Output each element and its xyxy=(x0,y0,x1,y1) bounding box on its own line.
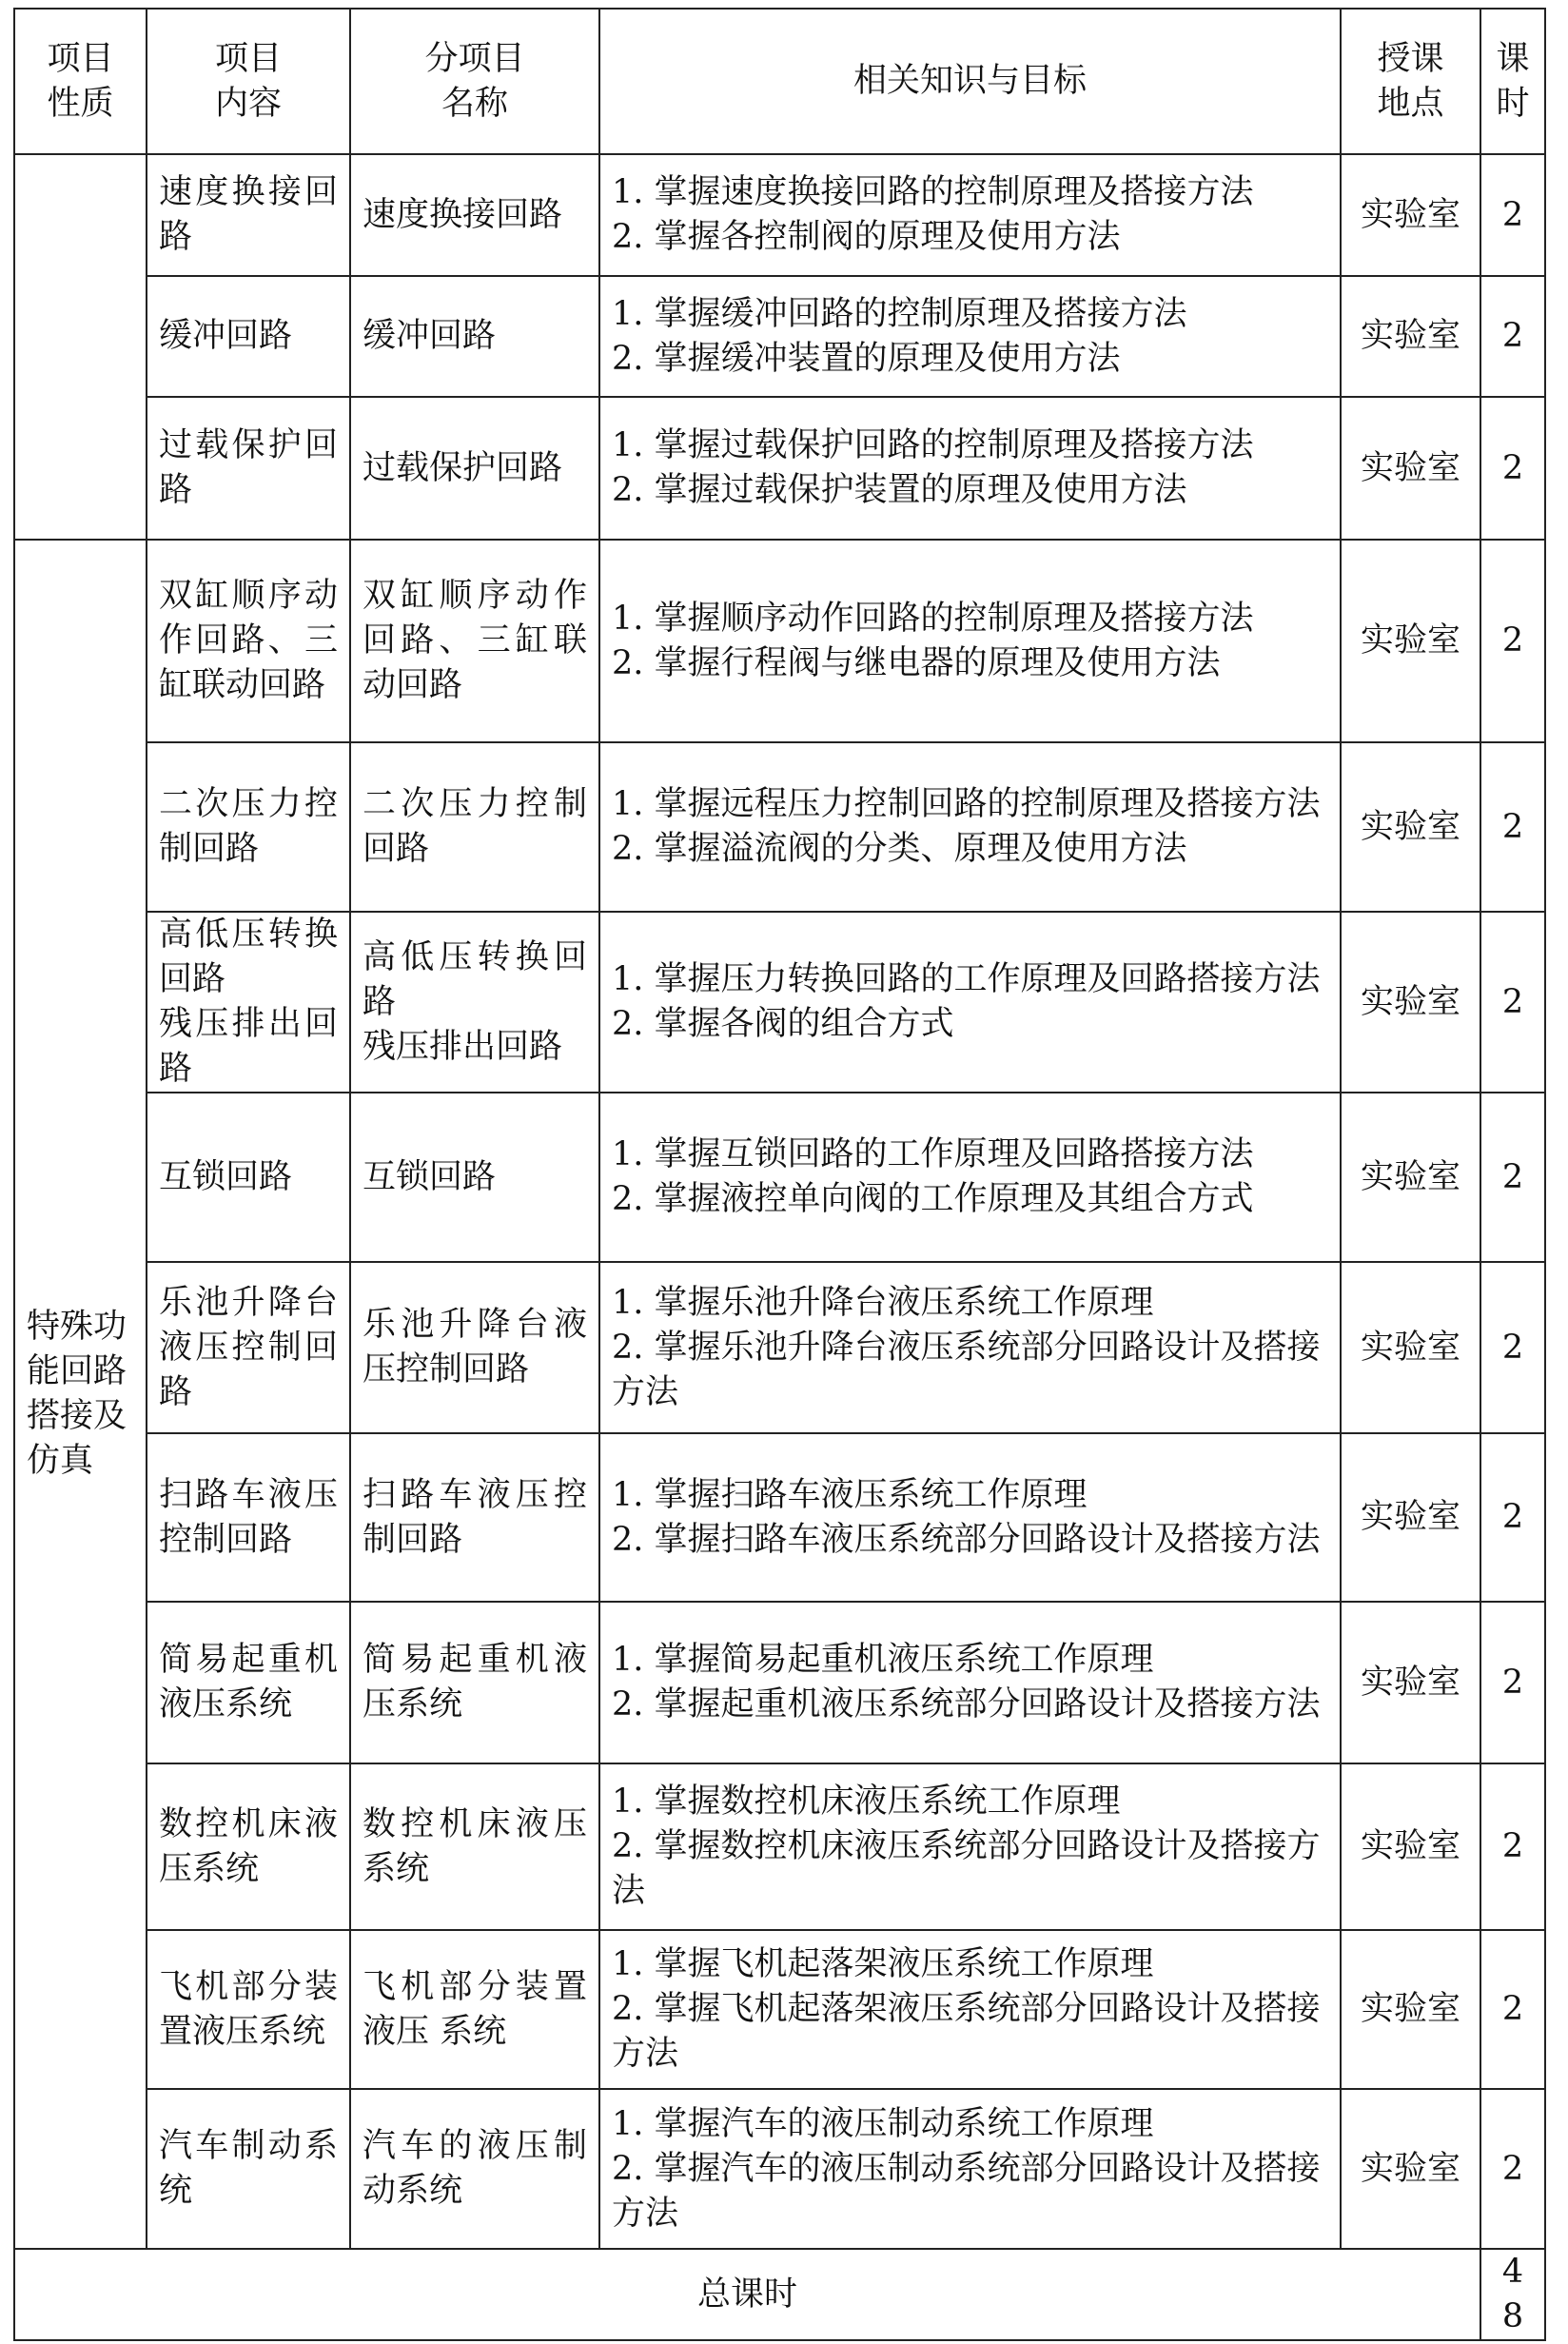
table-body xyxy=(14,154,1545,2249)
table-row xyxy=(14,276,1545,397)
table-row xyxy=(14,1433,1545,1602)
sub-project-name-cell: 缓冲回路 xyxy=(350,276,599,397)
hours-cell: 2 xyxy=(1480,276,1545,397)
project-content-cell: 汽车制动系统 xyxy=(147,2089,350,2249)
sub-project-name-cell: 简易起重机液压系统 xyxy=(350,1602,599,1763)
location-cell: 实验室 xyxy=(1341,2089,1480,2249)
knowledge-item: 2. 掌握各控制阀的原理及使用方法 xyxy=(612,218,1121,256)
location-cell: 实验室 xyxy=(1341,912,1480,1093)
sub-project-name-cell: 双缸顺序动作回路、三缸联动回路 xyxy=(350,540,599,742)
total-row xyxy=(14,2249,1545,2340)
knowledge-item: 1. 掌握扫路车液压系统工作原理 xyxy=(612,1475,1088,1514)
hours-cell: 2 xyxy=(1480,1433,1545,1602)
hours-cell: 2 xyxy=(1480,1763,1545,1930)
knowledge-item: 2. 掌握各阀的组合方式 xyxy=(612,1005,954,1043)
knowledge-goals-cell xyxy=(599,276,1341,397)
location-cell: 实验室 xyxy=(1341,1262,1480,1433)
table-row xyxy=(14,742,1545,912)
knowledge-goals-cell xyxy=(599,1093,1341,1262)
hours-cell: 2 xyxy=(1480,397,1545,540)
location-cell: 实验室 xyxy=(1341,397,1480,540)
knowledge-item: 2. 掌握乐池升降台液压系统部分回路设计及搭接方法 xyxy=(612,1328,1321,1411)
location-cell: 实验室 xyxy=(1341,1930,1480,2089)
knowledge-item: 2. 掌握溢流阀的分类、原理及使用方法 xyxy=(612,830,1187,868)
hours-cell: 2 xyxy=(1480,154,1545,276)
table-row xyxy=(14,154,1545,276)
knowledge-item: 1. 掌握远程压力控制回路的控制原理及搭接方法 xyxy=(612,785,1321,823)
project-content-cell: 乐池升降台液压控制回路 xyxy=(147,1262,350,1433)
sub-project-name-cell: 汽车的液压制动系统 xyxy=(350,2089,599,2249)
sub-project-name-cell: 二次压力控制回路 xyxy=(350,742,599,912)
location-cell: 实验室 xyxy=(1341,1093,1480,1262)
knowledge-item: 1. 掌握乐池升降台液压系统工作原理 xyxy=(612,1283,1154,1322)
header-knowledge: 相关知识与目标 xyxy=(599,9,1341,154)
hours-cell: 2 xyxy=(1480,912,1545,1093)
project-content-cell: 高低压转换回路 残压排出回路 xyxy=(147,912,350,1093)
header-sub-name: 分项目 名称 xyxy=(350,9,599,154)
knowledge-item: 2. 掌握起重机液压系统部分回路设计及搭接方法 xyxy=(612,1685,1321,1724)
table-row xyxy=(14,1602,1545,1763)
sub-project-name-cell: 乐池升降台液压控制回路 xyxy=(350,1262,599,1433)
location-cell: 实验室 xyxy=(1341,1433,1480,1602)
total-label: 总课时 xyxy=(14,2249,1480,2340)
location-cell: 实验室 xyxy=(1341,154,1480,276)
knowledge-goals-cell xyxy=(599,912,1341,1093)
knowledge-goals-cell xyxy=(599,1763,1341,1930)
header-row xyxy=(14,9,1545,154)
knowledge-item: 1. 掌握互锁回路的工作原理及回路搭接方法 xyxy=(612,1135,1254,1173)
hours-cell: 2 xyxy=(1480,1093,1545,1262)
knowledge-item: 1. 掌握简易起重机液压系统工作原理 xyxy=(612,1641,1154,1679)
header-location: 授课 地点 xyxy=(1341,9,1480,154)
project-content-cell: 缓冲回路 xyxy=(147,276,350,397)
sub-project-name-cell: 高低压转换回路 残压排出回路 xyxy=(350,912,599,1093)
knowledge-item: 1. 掌握过载保护回路的控制原理及搭接方法 xyxy=(612,426,1254,464)
project-content-cell: 扫路车液压控制回路 xyxy=(147,1433,350,1602)
table-row xyxy=(14,1262,1545,1433)
project-content-cell: 双缸顺序动作回路、三缸联动回路 xyxy=(147,540,350,742)
sub-project-name-cell: 飞机部分装置液压 系统 xyxy=(350,1930,599,2089)
knowledge-item: 1. 掌握飞机起落架液压系统工作原理 xyxy=(612,1945,1154,1983)
knowledge-item: 2. 掌握行程阀与继电器的原理及使用方法 xyxy=(612,643,1221,682)
table-row xyxy=(14,397,1545,540)
hours-cell: 2 xyxy=(1480,2089,1545,2249)
project-content-cell: 数控机床液压系统 xyxy=(147,1763,350,1930)
location-cell: 实验室 xyxy=(1341,540,1480,742)
location-cell: 实验室 xyxy=(1341,1763,1480,1930)
sub-project-name-cell: 过载保护回路 xyxy=(350,397,599,540)
table-row xyxy=(14,912,1545,1093)
header-hours: 课 时 xyxy=(1480,9,1545,154)
sub-project-name-cell: 数控机床液压系统 xyxy=(350,1763,599,1930)
knowledge-item: 2. 掌握液控单向阀的工作原理及其组合方式 xyxy=(612,1180,1254,1218)
knowledge-goals-cell xyxy=(599,1262,1341,1433)
project-nature-cell: 特殊功能回路搭接及仿真 xyxy=(14,540,147,2249)
project-content-cell: 简易起重机液压系统 xyxy=(147,1602,350,1763)
hours-cell: 2 xyxy=(1480,742,1545,912)
knowledge-item: 1. 掌握缓冲回路的控制原理及搭接方法 xyxy=(612,294,1187,333)
knowledge-goals-cell xyxy=(599,1602,1341,1763)
project-content-cell: 二次压力控制回路 xyxy=(147,742,350,912)
location-cell: 实验室 xyxy=(1341,276,1480,397)
knowledge-item: 2. 掌握飞机起落架液压系统部分回路设计及搭接方法 xyxy=(612,1990,1321,2073)
knowledge-goals-cell xyxy=(599,742,1341,912)
course-schedule-table xyxy=(13,8,1546,2341)
knowledge-goals-cell xyxy=(599,154,1341,276)
knowledge-item: 1. 掌握压力转换回路的工作原理及回路搭接方法 xyxy=(612,960,1321,998)
knowledge-item: 1. 掌握速度换接回路的控制原理及搭接方法 xyxy=(612,173,1254,211)
project-content-cell: 过载保护回路 xyxy=(147,397,350,540)
knowledge-goals-cell xyxy=(599,2089,1341,2249)
table-row xyxy=(14,1763,1545,1930)
knowledge-item: 2. 掌握过载保护装置的原理及使用方法 xyxy=(612,471,1187,509)
table-row xyxy=(14,540,1545,742)
table-row xyxy=(14,1930,1545,2089)
knowledge-item: 2. 掌握缓冲装置的原理及使用方法 xyxy=(612,339,1121,378)
knowledge-goals-cell xyxy=(599,397,1341,540)
sub-project-name-cell: 互锁回路 xyxy=(350,1093,599,1262)
hours-cell: 2 xyxy=(1480,1262,1545,1433)
knowledge-item: 2. 掌握数控机床液压系统部分回路设计及搭接方法 xyxy=(612,1827,1321,1910)
header-content: 项目 内容 xyxy=(147,9,350,154)
knowledge-goals-cell xyxy=(599,1433,1341,1602)
knowledge-item: 1. 掌握数控机床液压系统工作原理 xyxy=(612,1783,1121,1821)
table-row xyxy=(14,1093,1545,1262)
location-cell: 实验室 xyxy=(1341,742,1480,912)
sub-project-name-cell: 速度换接回路 xyxy=(350,154,599,276)
knowledge-goals-cell xyxy=(599,540,1341,742)
total-hours: 48 xyxy=(1480,2249,1545,2340)
knowledge-item: 2. 掌握扫路车液压系统部分回路设计及搭接方法 xyxy=(612,1520,1321,1559)
header-nature: 项目 性质 xyxy=(14,9,147,154)
project-nature-cell xyxy=(14,154,147,540)
knowledge-item: 2. 掌握汽车的液压制动系统部分回路设计及搭接方法 xyxy=(612,2149,1321,2233)
hours-cell: 2 xyxy=(1480,1602,1545,1763)
knowledge-item: 1. 掌握汽车的液压制动系统工作原理 xyxy=(612,2104,1154,2143)
sub-project-name-cell: 扫路车液压控制回路 xyxy=(350,1433,599,1602)
project-content-cell: 速度换接回路 xyxy=(147,154,350,276)
location-cell: 实验室 xyxy=(1341,1602,1480,1763)
knowledge-goals-cell xyxy=(599,1930,1341,2089)
project-content-cell: 互锁回路 xyxy=(147,1093,350,1262)
table-row xyxy=(14,2089,1545,2249)
project-content-cell: 飞机部分装置液压系统 xyxy=(147,1930,350,2089)
hours-cell: 2 xyxy=(1480,540,1545,742)
knowledge-item: 1. 掌握顺序动作回路的控制原理及搭接方法 xyxy=(612,599,1254,638)
hours-cell: 2 xyxy=(1480,1930,1545,2089)
